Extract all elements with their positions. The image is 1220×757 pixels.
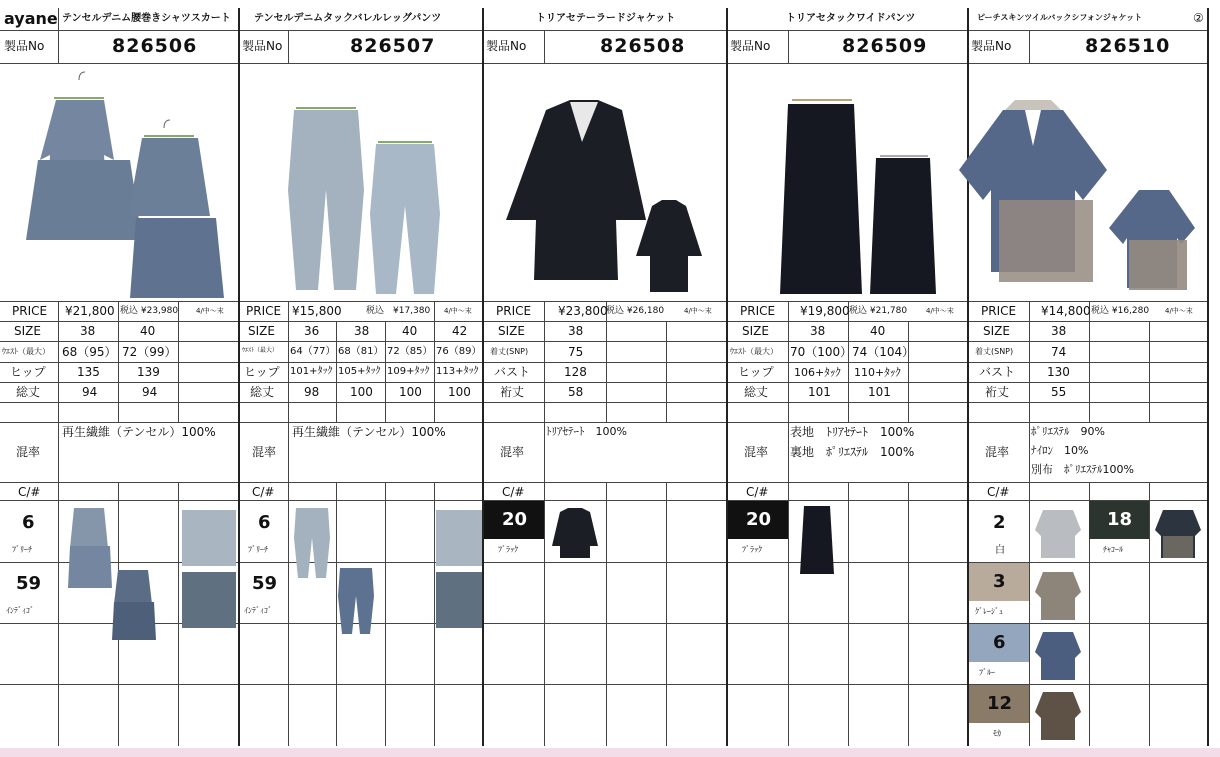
bleach-fabric-swatch bbox=[436, 510, 482, 566]
bust-value: 130 bbox=[1047, 365, 1070, 379]
delivery: 4/中～末 bbox=[926, 307, 954, 315]
color-code: 6 bbox=[993, 632, 1006, 653]
color-name: 白 bbox=[995, 545, 1005, 556]
color-code: 2 bbox=[993, 512, 1006, 533]
delivery: 4/中～末 bbox=[1165, 307, 1193, 315]
chiffon-jacket-product-photo bbox=[969, 70, 1209, 300]
color-header: C/# bbox=[746, 485, 769, 499]
size-label: SIZE bbox=[742, 324, 769, 338]
color-header: C/# bbox=[987, 485, 1010, 499]
delivery: 4/中～末 bbox=[684, 307, 712, 315]
material-line: 別布 ﾎﾟﾘｴｽﾃﾙ100% bbox=[1031, 463, 1134, 476]
hip-value: 110+ﾀｯｸ bbox=[854, 366, 901, 379]
color-code: 6 bbox=[22, 512, 35, 533]
tax-price: 税込 ¥21,780 bbox=[849, 306, 908, 316]
delivery: 4/中～末 bbox=[444, 307, 472, 315]
indigo-fabric-swatch bbox=[182, 572, 236, 628]
product-name: テンセルデニム腰巻きシャツスカート bbox=[62, 13, 231, 24]
kitake-label: 着丈(SNP) bbox=[490, 347, 529, 356]
color-name: ﾌﾞﾗｯｸ bbox=[742, 545, 762, 554]
color-name: ﾁｬｺｰﾙ bbox=[1103, 545, 1123, 554]
size-value: 40 bbox=[402, 324, 418, 338]
greige-jacket-thumb bbox=[1035, 566, 1081, 624]
hip-value: 105+ﾀｯｸ bbox=[338, 366, 381, 377]
skirt-product-photo bbox=[24, 68, 224, 298]
waist-value: 76（89） bbox=[436, 346, 482, 357]
mix-label: 混率 bbox=[16, 445, 41, 459]
size-value: 42 bbox=[452, 324, 468, 338]
bust-value: 128 bbox=[564, 365, 587, 379]
mix-label: 混率 bbox=[252, 445, 277, 459]
product-panel-826506 bbox=[0, 8, 240, 746]
hip-value: 139 bbox=[137, 365, 160, 379]
waist-value: 74（104） bbox=[852, 345, 915, 359]
color-code: 20 bbox=[502, 509, 528, 530]
price-label: PRICE bbox=[740, 304, 776, 318]
black-jacket-thumb bbox=[550, 504, 600, 562]
yuki-label: 裄丈 bbox=[500, 385, 525, 399]
color-header: C/# bbox=[252, 485, 275, 499]
footer-band bbox=[0, 748, 1220, 757]
waist-value: 72（99） bbox=[122, 345, 177, 359]
price-value: ¥15,800 bbox=[292, 304, 342, 318]
material-line: 再生繊維（テンセル）100% bbox=[292, 425, 446, 439]
tax-price: 税込 ¥16,280 bbox=[1091, 306, 1150, 316]
page-number: ② bbox=[1193, 11, 1204, 25]
size-value: 38 bbox=[354, 324, 370, 338]
size-label: SIZE bbox=[248, 324, 275, 338]
hip-value: 101+ﾀｯｸ bbox=[290, 366, 333, 377]
color-code: 20 bbox=[746, 509, 772, 530]
size-value: 38 bbox=[810, 324, 826, 338]
color-header: C/# bbox=[502, 485, 525, 499]
indigo-pants-thumb bbox=[336, 564, 376, 638]
hip-label: ヒップ bbox=[738, 365, 774, 379]
size-value: 40 bbox=[870, 324, 886, 338]
hip-value: 113+ﾀｯｸ bbox=[436, 366, 479, 377]
price-label: PRICE bbox=[12, 304, 48, 318]
tax-price: 税込 ¥17,380 bbox=[366, 306, 431, 316]
size-value: 40 bbox=[140, 324, 156, 338]
hinban-label: 製品No bbox=[730, 39, 771, 53]
kitake-label: 着丈(SNP) bbox=[975, 347, 1014, 356]
color-name: ｲﾝﾃﾞｨｺﾞ bbox=[6, 606, 34, 615]
length-value: 98 bbox=[304, 385, 320, 399]
tax-price: 税込 ¥23,980 bbox=[120, 306, 179, 316]
color-header: C/# bbox=[18, 485, 41, 499]
color-name: ﾌﾞﾘｰﾁ bbox=[12, 545, 32, 554]
product-name: トリアセタックワイドパンツ bbox=[786, 13, 916, 24]
hinban-label: 製品No bbox=[486, 39, 527, 53]
tax-price: 税込 ¥26,180 bbox=[606, 306, 665, 316]
color-code: 59 bbox=[16, 573, 42, 594]
waist-value: 72（85） bbox=[387, 346, 433, 357]
hip-label: ヒップ bbox=[244, 365, 280, 379]
product-panel-826510 bbox=[969, 8, 1209, 746]
price-value: ¥14,800 bbox=[1041, 304, 1091, 318]
material-line: 表地 ﾄﾘｱｾﾃｰﾄ 100% bbox=[790, 425, 915, 439]
price-label: PRICE bbox=[246, 304, 282, 318]
color-code: 59 bbox=[252, 573, 278, 594]
product-number: 826506 bbox=[112, 35, 198, 57]
yuki-label: 裄丈 bbox=[985, 385, 1010, 399]
hinban-label: 製品No bbox=[971, 39, 1012, 53]
length-label: 総丈 bbox=[16, 385, 41, 399]
color-code: 3 bbox=[993, 571, 1006, 592]
product-panel-826508 bbox=[484, 8, 728, 746]
product-number: 826508 bbox=[600, 35, 686, 57]
mix-label: 混率 bbox=[985, 445, 1010, 459]
price-value: ¥21,800 bbox=[65, 304, 115, 318]
waist-value: 68（81） bbox=[338, 346, 384, 357]
length-value: 100 bbox=[399, 385, 422, 399]
color-name: ﾌﾞﾙｰ bbox=[979, 668, 995, 677]
white-jacket-thumb bbox=[1035, 504, 1081, 562]
material-line: 裏地 ﾎﾟﾘｴｽﾃﾙ 100% bbox=[790, 445, 915, 459]
length-label: 総丈 bbox=[250, 385, 275, 399]
hinban-label: 製品No bbox=[242, 39, 283, 53]
bleach-fabric-swatch bbox=[182, 510, 236, 566]
bleach-skirt-thumb bbox=[68, 502, 112, 592]
color-name: ﾌﾞﾘｰﾁ bbox=[248, 545, 268, 554]
mix-label: 混率 bbox=[500, 445, 525, 459]
product-spec-sheet bbox=[0, 8, 1220, 746]
waist-value: 68（95） bbox=[62, 345, 117, 359]
black-pants-thumb bbox=[798, 502, 838, 578]
jacket-product-photo bbox=[486, 70, 726, 300]
yuki-value: 58 bbox=[568, 385, 584, 399]
charcoal-jacket-thumb bbox=[1155, 504, 1201, 562]
hip-value: 135 bbox=[77, 365, 100, 379]
color-name: ｸﾞﾚｰｼﾞｭ bbox=[975, 607, 1003, 616]
bust-label: バスト bbox=[979, 365, 1016, 379]
hip-value: 106+ﾀｯｸ bbox=[794, 366, 841, 379]
product-name: テンセルデニムタックバレルレッグパンツ bbox=[254, 13, 442, 24]
waist-label: ｳｴｽﾄ（最大） bbox=[2, 347, 50, 356]
bust-label: バスト bbox=[494, 365, 531, 379]
hinban-label: 製品No bbox=[4, 39, 45, 53]
size-label: SIZE bbox=[498, 324, 525, 338]
indigo-fabric-swatch bbox=[436, 572, 482, 628]
mix-label: 混率 bbox=[744, 445, 769, 459]
length-label: 総丈 bbox=[744, 385, 769, 399]
length-value: 100 bbox=[350, 385, 373, 399]
length-value: 100 bbox=[448, 385, 471, 399]
color-code: 18 bbox=[1107, 509, 1133, 530]
color-code: 6 bbox=[258, 512, 271, 533]
hip-label: ヒップ bbox=[10, 365, 46, 379]
pants-product-photo bbox=[266, 70, 466, 300]
color-name: ﾌﾞﾗｯｸ bbox=[498, 545, 518, 554]
waist-label: ｳｴｽﾄ（最大） bbox=[730, 347, 778, 356]
waist-label: ｳｴｽﾄ（最大） bbox=[242, 347, 279, 354]
product-number: 826509 bbox=[842, 35, 928, 57]
product-number: 826510 bbox=[1085, 35, 1171, 57]
product-panel-826509 bbox=[728, 8, 969, 746]
color-code: 12 bbox=[987, 693, 1013, 714]
indigo-skirt-thumb bbox=[112, 564, 156, 644]
size-label: SIZE bbox=[983, 324, 1010, 338]
length-value: 94 bbox=[142, 385, 158, 399]
price-value: ¥19,800 bbox=[800, 304, 850, 318]
price-label: PRICE bbox=[981, 304, 1017, 318]
price-value: ¥23,800 bbox=[558, 304, 608, 318]
material-line: ﾎﾟﾘｴｽﾃﾙ 90% bbox=[1031, 425, 1105, 438]
blue-jacket-thumb bbox=[1035, 626, 1081, 684]
length-value: 94 bbox=[82, 385, 98, 399]
size-value: 36 bbox=[304, 324, 320, 338]
brand-logo: ayane bbox=[4, 9, 58, 28]
material-line: 再生繊維（テンセル）100% bbox=[62, 425, 216, 439]
size-value: 38 bbox=[80, 324, 96, 338]
product-number: 826507 bbox=[350, 35, 436, 57]
color-name: ｲﾝﾃﾞｨｺﾞ bbox=[244, 606, 272, 615]
hip-value: 109+ﾀｯｸ bbox=[387, 366, 430, 377]
kitake-value: 74 bbox=[1051, 345, 1067, 359]
delivery: 4/中～末 bbox=[196, 307, 224, 315]
material-line: ﾄﾘｱｾﾃｰﾄ 100% bbox=[546, 425, 627, 438]
price-label: PRICE bbox=[496, 304, 532, 318]
material-line: ﾅｲﾛﾝ 10% bbox=[1031, 444, 1089, 457]
color-name: ﾓｶ bbox=[993, 729, 1001, 738]
waist-value: 64（77） bbox=[290, 346, 336, 357]
kitake-value: 75 bbox=[568, 345, 584, 359]
product-name: ピーチスキンツイルバックシフォンジャケット bbox=[977, 13, 1143, 22]
yuki-value: 55 bbox=[1051, 385, 1067, 399]
length-value: 101 bbox=[868, 385, 891, 399]
wide-pants-product-photo bbox=[768, 70, 968, 300]
product-name: トリアセテーラードジャケット bbox=[536, 13, 676, 24]
mocha-jacket-thumb bbox=[1035, 686, 1081, 744]
bleach-pants-thumb bbox=[292, 504, 332, 584]
product-panel-826507 bbox=[240, 8, 484, 746]
size-label: SIZE bbox=[14, 324, 41, 338]
size-value: 38 bbox=[568, 324, 584, 338]
waist-value: 70（100） bbox=[790, 345, 853, 359]
length-value: 101 bbox=[808, 385, 831, 399]
size-value: 38 bbox=[1051, 324, 1067, 338]
